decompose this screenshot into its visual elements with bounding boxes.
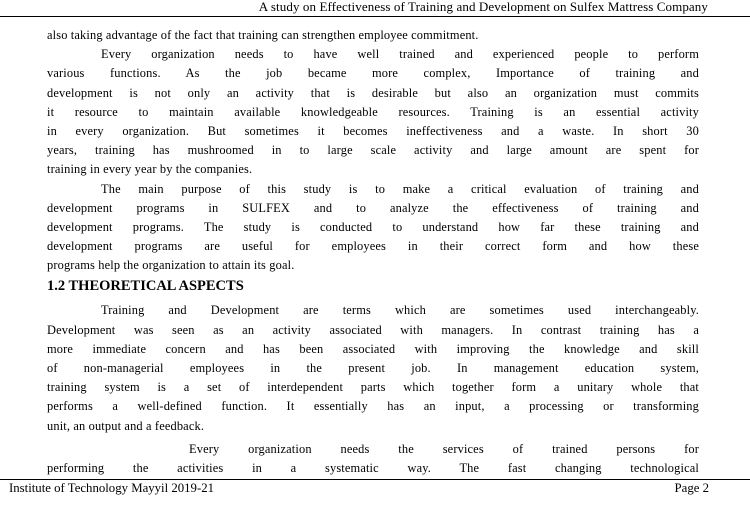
page-number: Page 2 [674, 481, 709, 495]
text-line: unit, an output and a feedback. [47, 418, 205, 433]
page-footer [0, 479, 750, 500]
text-line: of non-managerial employees in the present job. In management education system, [47, 361, 699, 375]
text-line: training system is a set of interdependent parts which together form a unitary whole that [47, 380, 699, 395]
section-heading: 1.2 THEORETICAL ASPECTS [47, 278, 244, 295]
footer-institute: Institute of Technology Mayyil 2019-21 [9, 481, 215, 495]
text-line: programs help the organization to attain its goal. [47, 258, 295, 273]
text-line: also taking advantage of the fact that training can strengthen employee commitment. [47, 28, 479, 42]
document-body [47, 26, 699, 478]
text-line: in every organization. But sometimes it becomes ineffectiveness and a waste. In short 30 [47, 123, 699, 138]
text-line: various functions. As the job became more complex, Importance of training and [47, 66, 699, 81]
text-line: performing the activities in a systematic way. The fast changing technological [47, 460, 699, 475]
text-line: development programs in SULFEX and to analyze the effectiveness of training and [47, 200, 699, 215]
text-line: Every organization needs the services of trained persons for [189, 441, 699, 456]
text-line: Every organization needs to have well trained and experienced people to perform [101, 47, 699, 62]
text-line: development is not only an activity that is desirable but also an organization must commits [47, 85, 699, 100]
text-line: development programs. The study is conducted to understand how far these training and [47, 219, 699, 234]
page-header [0, 0, 750, 17]
header-title: A study on Effectiveness of Training and Development on Sulfex Mattress Company [258, 0, 708, 14]
text-line: training in every year by the companies. [47, 162, 253, 177]
text-line: development programs are useful for employees in their correct form and how these [47, 239, 699, 254]
text-line: performs a well-defined function. It essentially has an input, a processing or transforming [47, 399, 699, 414]
text-line: Development was seen as an activity associated with managers. In contrast training has a [47, 322, 699, 337]
text-line: it resource to maintain available knowledgeable resources. Training is an essential activity [47, 104, 699, 119]
text-line: The main purpose of this study is to make a critical evaluation of training and [101, 181, 699, 196]
text-line: Training and Development are terms which are sometimes used interchangeably. [101, 303, 699, 318]
text-line: more immediate concern and has been associated with improving the knowledge and skill [47, 341, 699, 356]
text-line: years, training has mushroomed in to large scale activity and large amount are spent for [47, 143, 699, 158]
